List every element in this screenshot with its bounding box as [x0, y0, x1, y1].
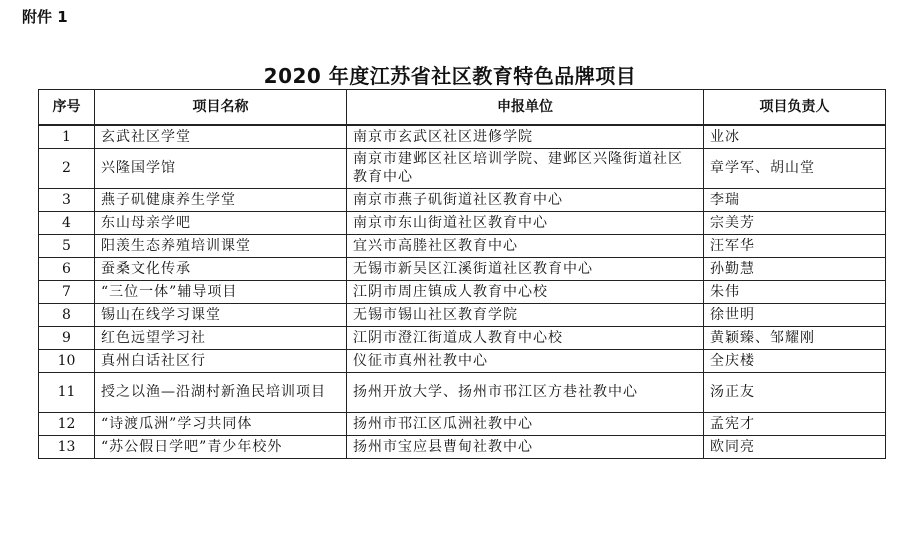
applicant-unit: 扬州市邗江区瓜洲社教中心 [347, 412, 704, 435]
applicant-unit: 仪征市真州社教中心 [347, 349, 704, 372]
header-no: 序号 [39, 90, 95, 126]
project-leader: 业冰 [704, 125, 886, 148]
row-number: 11 [39, 372, 95, 412]
project-leader: 孟宪才 [704, 412, 886, 435]
row-number: 8 [39, 303, 95, 326]
table-header-row [39, 90, 886, 126]
projects-table [38, 89, 886, 459]
table-row [39, 326, 886, 349]
table-row [39, 211, 886, 234]
project-name: 真州白话社区行 [95, 349, 347, 372]
applicant-unit: 江阴市周庄镇成人教育中心校 [347, 280, 704, 303]
project-leader: 汤正友 [704, 372, 886, 412]
header-leader: 项目负责人 [704, 90, 886, 126]
row-number: 4 [39, 211, 95, 234]
project-name: 燕子矶健康养生学堂 [95, 188, 347, 211]
row-number: 5 [39, 234, 95, 257]
project-leader: 黄颖臻、邹耀刚 [704, 326, 886, 349]
attachment-label: 附件 1 [22, 8, 68, 26]
row-number: 12 [39, 412, 95, 435]
table-row [39, 372, 886, 412]
table-row [39, 148, 886, 188]
row-number: 2 [39, 148, 95, 188]
applicant-unit: 南京市东山街道社区教育中心 [347, 211, 704, 234]
project-leader: 朱伟 [704, 280, 886, 303]
project-name: “三位一体”辅导项目 [95, 280, 347, 303]
project-leader: 全庆楼 [704, 349, 886, 372]
project-name: 锡山在线学习课堂 [95, 303, 347, 326]
header-unit: 申报单位 [347, 90, 704, 126]
row-number: 13 [39, 435, 95, 458]
project-leader: 徐世明 [704, 303, 886, 326]
row-number: 1 [39, 125, 95, 148]
applicant-unit: 江阴市澄江街道成人教育中心校 [347, 326, 704, 349]
project-name: 兴隆国学馆 [95, 148, 347, 188]
row-number: 9 [39, 326, 95, 349]
project-name: 红色远望学习社 [95, 326, 347, 349]
applicant-unit: 南京市玄武区社区进修学院 [347, 125, 704, 148]
project-name: 东山母亲学吧 [95, 211, 347, 234]
project-leader: 孙勤慧 [704, 257, 886, 280]
table-row [39, 412, 886, 435]
project-name: 阳羡生态养殖培训课堂 [95, 234, 347, 257]
project-name: “诗渡瓜洲”学习共同体 [95, 412, 347, 435]
applicant-unit: 扬州开放大学、扬州市邗江区方巷社教中心 [347, 372, 704, 412]
applicant-unit: 宜兴市高塍社区教育中心 [347, 234, 704, 257]
row-number: 10 [39, 349, 95, 372]
table-row [39, 435, 886, 458]
project-leader: 汪军华 [704, 234, 886, 257]
row-number: 7 [39, 280, 95, 303]
project-name: 授之以渔—沿湖村新渔民培训项目 [95, 372, 347, 412]
table-row [39, 303, 886, 326]
project-leader: 李瑞 [704, 188, 886, 211]
project-name: “苏公假日学吧”青少年校外 [95, 435, 347, 458]
row-number: 6 [39, 257, 95, 280]
row-number: 3 [39, 188, 95, 211]
table-row [39, 257, 886, 280]
project-leader: 欧同亮 [704, 435, 886, 458]
project-leader: 章学军、胡山堂 [704, 148, 886, 188]
header-project-name: 项目名称 [95, 90, 347, 126]
project-leader: 宗美芳 [704, 211, 886, 234]
applicant-unit: 扬州市宝应县曹甸社教中心 [347, 435, 704, 458]
project-name: 玄武社区学堂 [95, 125, 347, 148]
table-row [39, 349, 886, 372]
project-name: 蚕桑文化传承 [95, 257, 347, 280]
applicant-unit: 南京市建邺区社区培训学院、建邺区兴隆街道社区教育中心 [347, 148, 704, 188]
table-row [39, 125, 886, 148]
document-title: 2020 年度江苏省社区教育特色品牌项目 [263, 64, 637, 88]
applicant-unit: 南京市燕子矶街道社区教育中心 [347, 188, 704, 211]
table-row [39, 234, 886, 257]
applicant-unit: 无锡市新吴区江溪街道社区教育中心 [347, 257, 704, 280]
table-row [39, 188, 886, 211]
table-row [39, 280, 886, 303]
applicant-unit: 无锡市锡山社区教育学院 [347, 303, 704, 326]
